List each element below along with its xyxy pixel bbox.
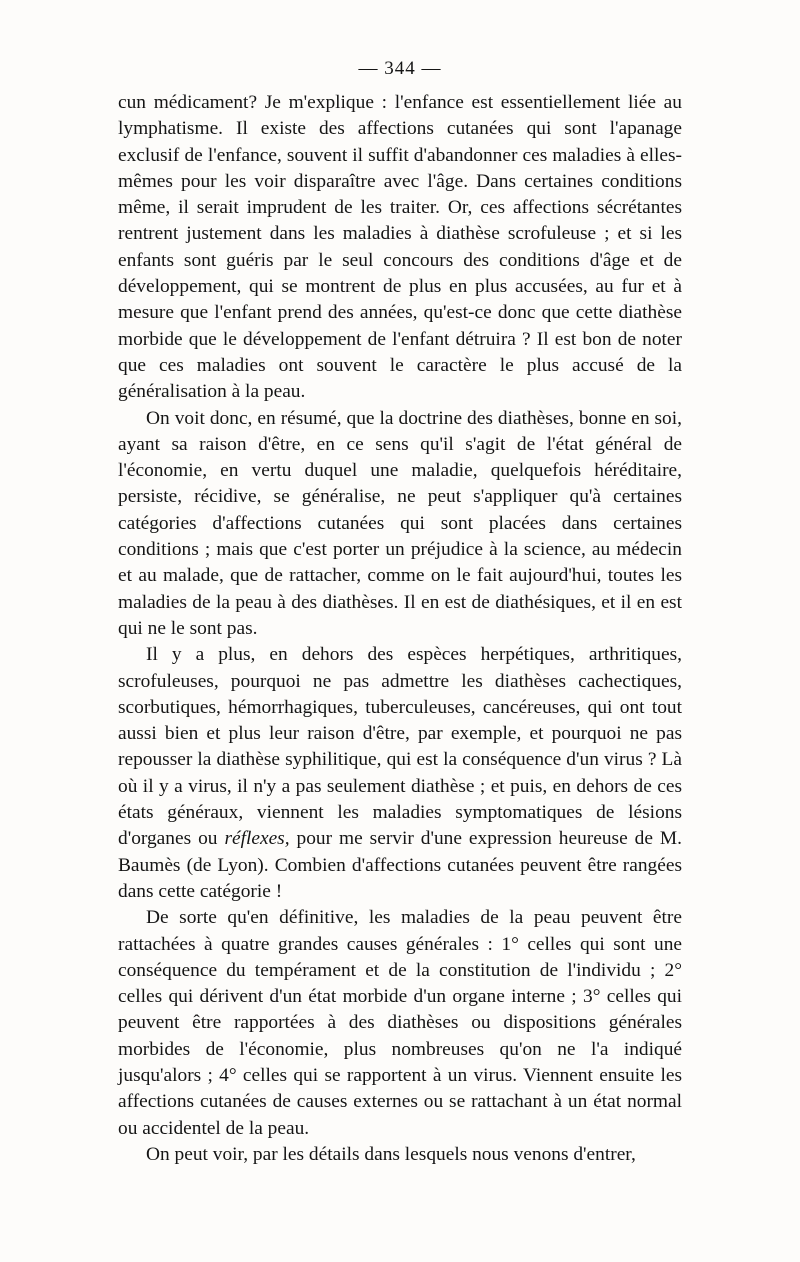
paragraph-3 bbox=[118, 642, 682, 905]
paragraph-5: On peut voir, par les détails dans lesquels nous venons d'entrer, bbox=[146, 1143, 636, 1165]
body-text bbox=[118, 90, 682, 1168]
paragraph-3-continuation: pour me servir d'une expression heureuse de M. Baumès (de Lyon). Combien d'affections cutanées peuvent être rangées dans cette catégorie ! bbox=[118, 828, 682, 902]
page-number: — 344 — bbox=[358, 58, 442, 79]
italic-term-reflexes: réflexes, bbox=[224, 828, 290, 850]
paragraph-1: cun médicament? Je m'explique : l'enfance est essentiellement liée au lymphatisme. Il existe des affections cutanées qui sont l'apanage exclusif de l'enfance, souvent il suffit d'abandonner ces maladies à elles-mêmes pour les voir disparaître avec l'âge. Dans certaines conditions même, il serait imprudent de les traiter. Or, ces affections sécrétantes rentrent justement dans les maladies à diathèse scrofuleuse ; et si les enfants sont guéris par le seul concours des conditions d'âge et de développement, qui se montrent de plus en plus accusées, au fur et à mesure que l'enfant prend des années, qu'est-ce donc que cette diathèse morbide que le développement de l'enfant détruira ? Il est bon de noter que ces maladies ont souvent le caractère le plus accusé de la généralisation à la peau. bbox=[118, 92, 682, 403]
paragraph-4: De sorte qu'en définitive, les maladies de la peau peuvent être rattachées à quatre grandes causes générales : 1° celles qui sont une conséquence du tempérament et de la constitution de l'individu ; 2° celles qui dérivent d'un état morbide d'un organe interne ; 3° celles qui peuvent être rapportées à des diathèses ou dispositions générales morbides de l'économie, plus nombreuses qu'on ne l'a indiqué jusqu'alors ; 4° celles qui se rapportent à un virus. Viennent ensuite les affections cutanées de causes externes ou se rattachant à un état normal ou accidentel de la peau. bbox=[118, 907, 682, 1139]
paragraph-3-text: Il y a plus, en dehors des espèces herpétiques, arthritiques, scrofuleuses, pourquoi ne pas admettre les diathèses cachectiques, scorbutiques, hémorrhagiques, tuberculeuses, cancéreuses, qui ont tout aussi bien et plus leur raison d'être, par exemple, et pourquoi ne pas repousser la diathèse syphilitique, qui est la conséquence d'un virus ? Là où il y a virus, il n'y a pas seulement diathèse ; et puis, en dehors de ces états généraux, viennent les maladies symptomatiques de lésions d'organes ou bbox=[118, 644, 682, 850]
paragraph-2: On voit donc, en résumé, que la doctrine des diathèses, bonne en soi, ayant sa raison d'être, en ce sens qu'il s'agit de l'état général de l'économie, en vertu duquel une maladie, quelquefois héréditaire, persiste, récidive, se généralise, ne peut s'appliquer qu'à certaines catégories d'affections cutanées qui sont placées dans certaines conditions ; mais que c'est porter un préjudice à la science, au médecin et au malade, que de rattacher, comme on le fait aujourd'hui, toutes les maladies de la peau à des diathèses. Il en est de diathésiques, et il en est qui ne le sont pas. bbox=[118, 407, 682, 639]
